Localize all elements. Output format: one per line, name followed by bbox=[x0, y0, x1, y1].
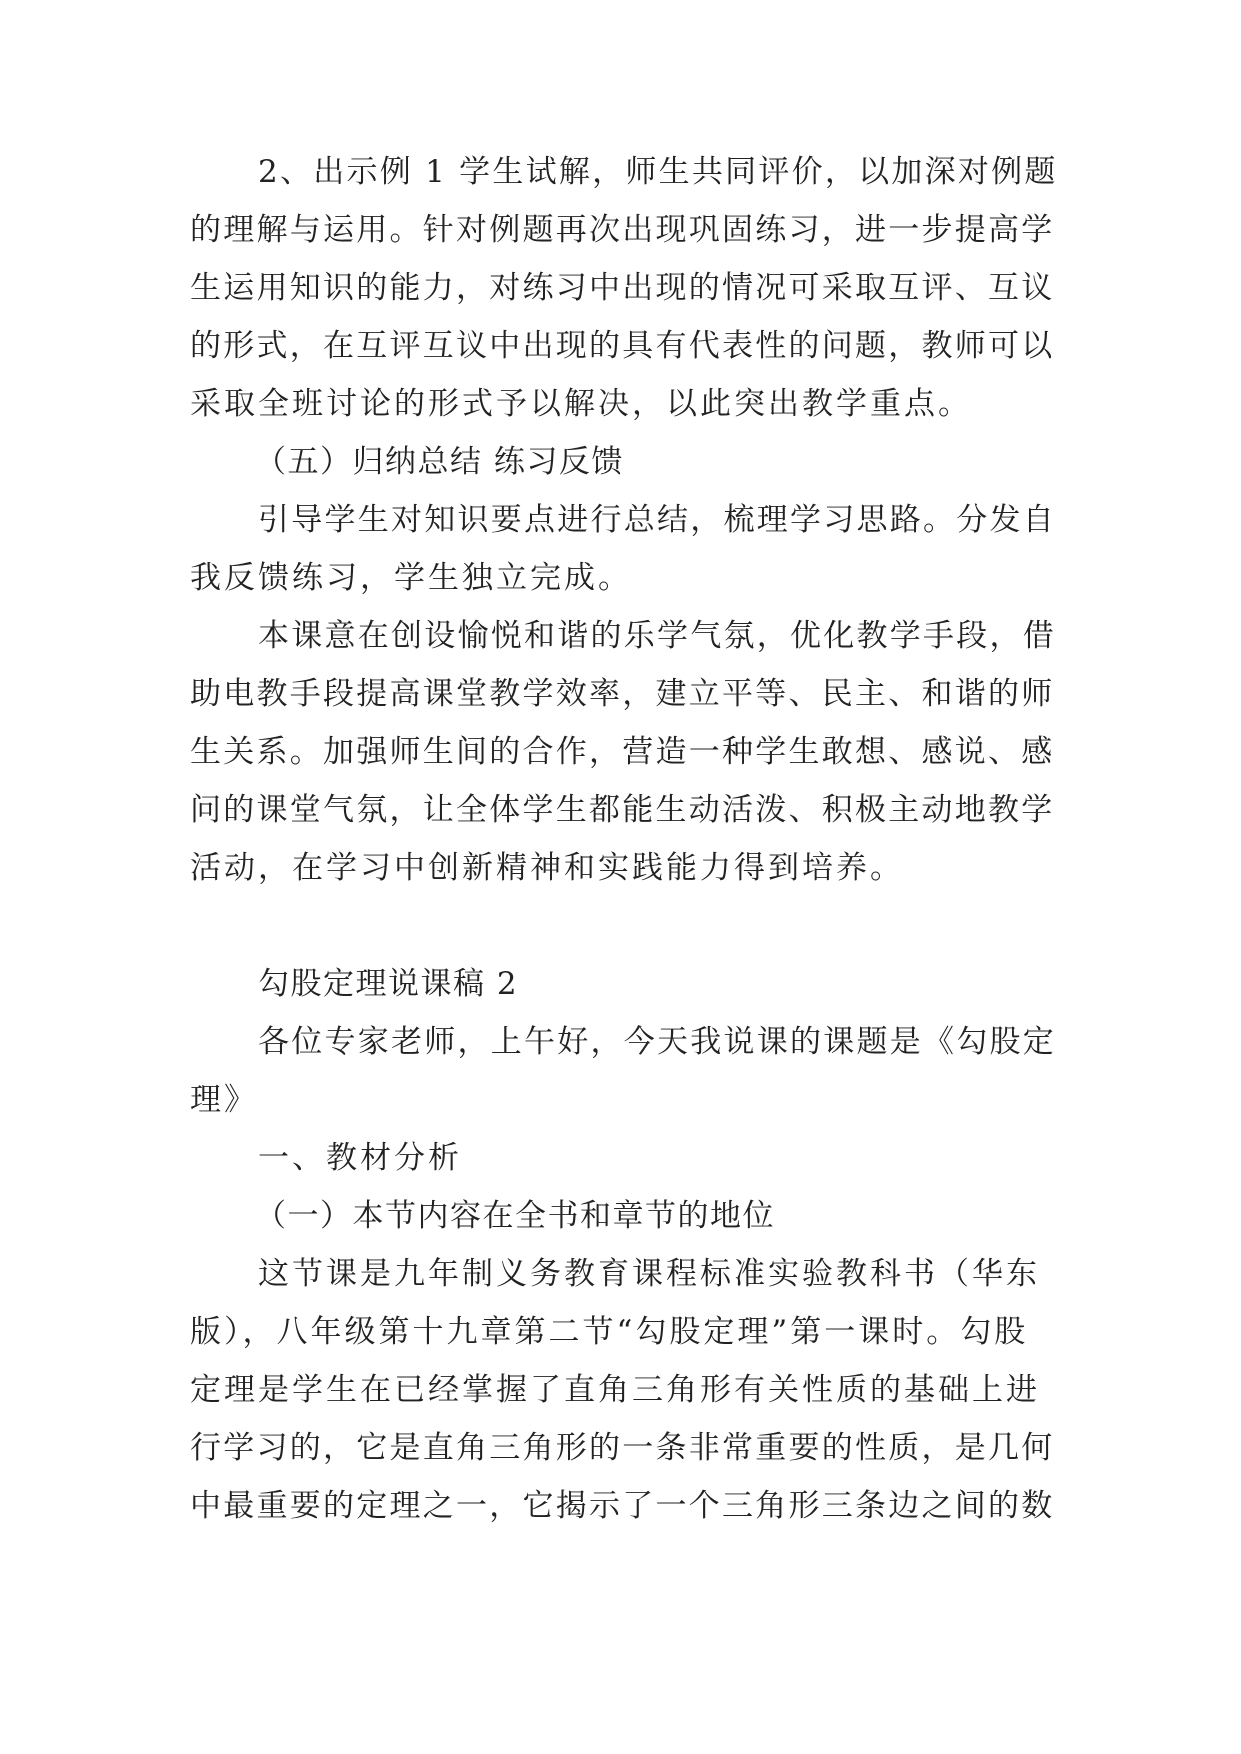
document-title: 勾股定理说课稿 2 bbox=[258, 966, 519, 1002]
text-line: 版），八年级第十九章第二节“勾股定理”第一课时。勾股 bbox=[190, 1314, 1029, 1350]
text-line: 本课意在创设愉悦和谐的乐学气氛，优化教学手段，借 bbox=[258, 618, 1056, 654]
text-line: 各位专家老师，上午好，今天我说课的课题是《勾股定 bbox=[258, 1024, 1056, 1060]
text-line: 我反馈练习，学生独立完成。 bbox=[190, 560, 632, 596]
text-line: 生关系。加强师生间的合作，营造一种学生敢想、感说、感 bbox=[190, 734, 1055, 770]
text-line: 问的课堂气氛，让全体学生都能生动活泼、积极主动地教学 bbox=[190, 792, 1055, 828]
text-line: 理》 bbox=[190, 1082, 258, 1118]
text-line: 定理是学生在已经掌握了直角三角形有关性质的基础上进 bbox=[190, 1372, 1040, 1408]
text-line: 采取全班讨论的形式予以解决，以此突出教学重点。 bbox=[190, 386, 972, 422]
text-line: 引导学生对知识要点进行总结，梳理学习思路。分发自 bbox=[258, 502, 1056, 538]
text-line: 2、出示例 1 学生试解，师生共同评价，以加深对例题 bbox=[258, 154, 1058, 190]
text-line: 中最重要的定理之一，它揭示了一个三角形三条边之间的数 bbox=[190, 1488, 1055, 1524]
section-heading: （五）归纳总结 练习反馈 bbox=[255, 444, 624, 480]
text-line: 的理解与运用。针对例题再次出现巩固练习，进一步提高学 bbox=[190, 212, 1055, 248]
text-line: 助电教手段提高课堂教学效率，建立平等、民主、和谐的师 bbox=[190, 676, 1055, 712]
text-line: 这节课是九年制义务教育课程标准实验教科书（华东 bbox=[258, 1256, 1040, 1292]
text-line: 的形式，在互评互议中出现的具有代表性的问题，教师可以 bbox=[190, 328, 1055, 364]
text-line: 行学习的，它是直角三角形的一条非常重要的性质，是几何 bbox=[190, 1430, 1055, 1466]
section-heading: 一、教材分析 bbox=[258, 1140, 462, 1176]
text-line: 活动，在学习中创新精神和实践能力得到培养。 bbox=[190, 850, 904, 886]
text-line: 生运用知识的能力，对练习中出现的情况可采取互评、互议 bbox=[190, 270, 1055, 306]
subsection-heading: （一）本节内容在全书和章节的地位 bbox=[255, 1198, 775, 1234]
